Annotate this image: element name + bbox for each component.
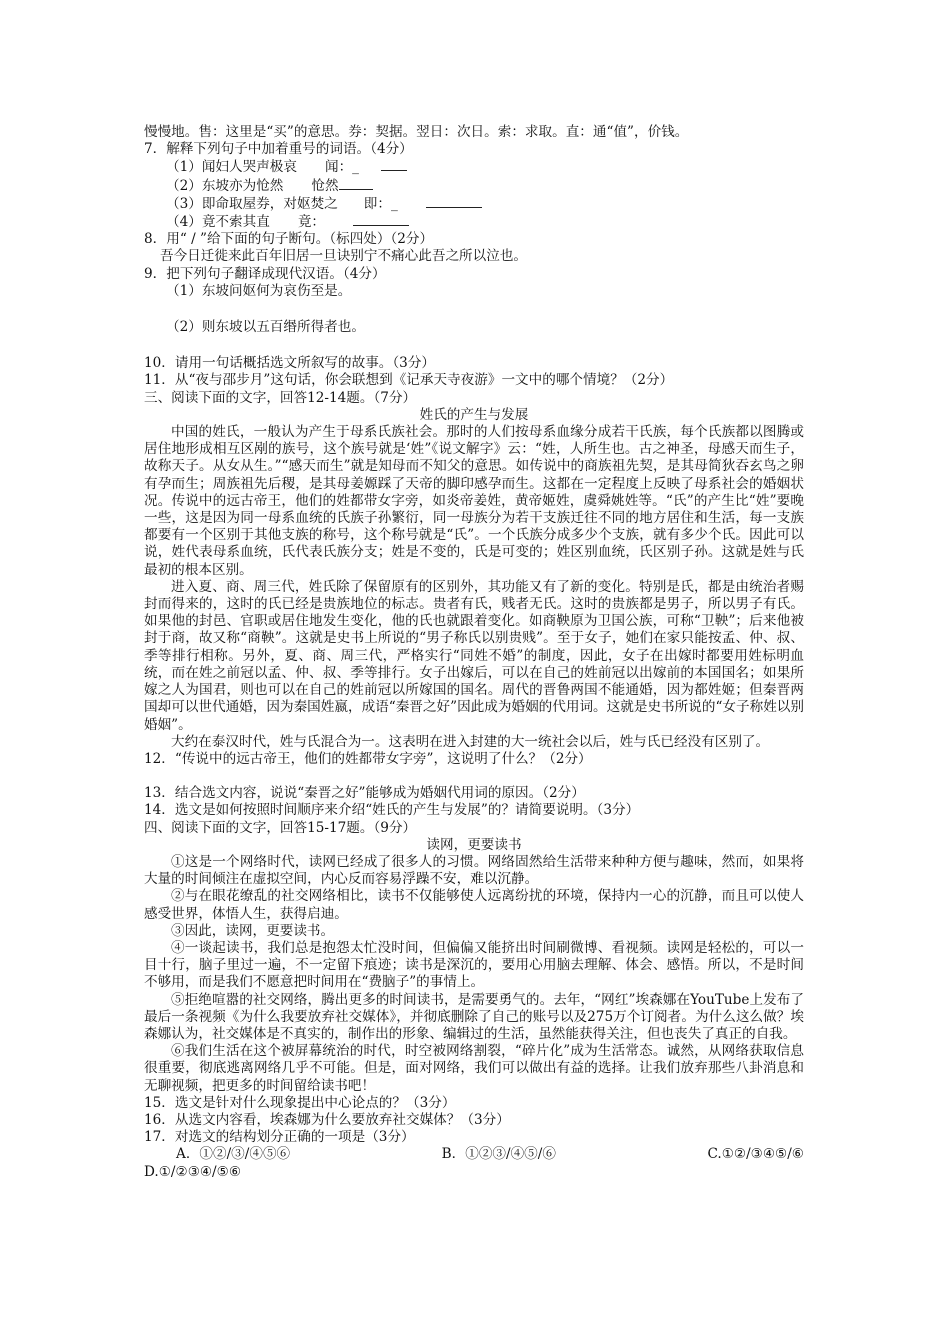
- q9-item-1: （1）东坡问妪何为哀伤至是。: [166, 282, 352, 299]
- exam-page: [144, 124, 804, 1181]
- q16: 16．从选文内容看，埃森娜为什么要放弃社交媒体？（3分）: [144, 1111, 510, 1128]
- article-2-paragraph: ⑤拒绝喧嚣的社交网络，腾出更多的时间读书，是需要勇气的。去年，“网红”埃森娜在YouTube上发布了最后一条视频《为什么我要放弃社交媒体》，并彻底删除了自己的账号以及275万个订阅者。为什么这么做？埃森娜认为，社交媒体是不真实的，制作出的形象、编辑过的生活，虽然能获得关注，但也丧失了真正的自我。: [144, 991, 804, 1042]
- answer-blank: [353, 213, 409, 226]
- option-d: D.①/②③④/⑤⑥: [144, 1163, 242, 1180]
- article-2-paragraph: ③因此，读网，更要读书。: [171, 922, 335, 939]
- article-2-paragraph: ④一谈起读书，我们总是抱怨太忙没时间，但偏偏又能挤出时间刷微博、看视频。读网是轻松的，可以一目十行，脑子里过一遍，不一定留下痕迹；读书是深沉的，要用心用脑去理解、体会、感悟。所以，不是时间不够用，而是我们不愿意把时间用在“费脑子”的事情上。: [144, 939, 804, 991]
- article-1-paragraph: 大约在泰汉时代，姓与氏混合为一。这表明在进入封建的大一统社会以后，姓与氏已经没有区别了。: [171, 733, 770, 750]
- q12: 12．“传说中的远古帝王，他们的姓都带女字旁”，这说明了什么？（2分）: [144, 750, 592, 767]
- q8-stem: 8．用“ / ”给下面的句子断句。（标四处）（2分）: [144, 231, 434, 248]
- article-title-1: 姓氏的产生与发展: [419, 406, 529, 423]
- article-2-paragraph: ⑥我们生活在这个被屏幕统治的时代，时空被网络割裂，“碎片化”成为生活常态。诚然，从网络获取信息很重要，彻底逃离网络几乎不可能。但是，面对网络，我们可以做出有益的选择。让我们放弃那些八卦消息和无聊视频，把更多的时间留给读书吧！: [144, 1043, 804, 1094]
- option-a: A．①②/③/④⑤⑥: [176, 1146, 291, 1163]
- q17-stem: 17．对选文的结构划分正确的一项是（3分）: [144, 1129, 415, 1146]
- option-b: B．①②③/④⑤/⑥: [441, 1146, 556, 1163]
- q13: 13．结合选文内容，说说“秦晋之好”能够成为婚姻代用词的原因。（2分）: [144, 785, 585, 802]
- q7-stem: 7．解释下列句子中加着重号的词语。（4分）: [144, 141, 413, 158]
- section-3-heading: 三、阅读下面的文字，回答12-14题。（7分）: [144, 389, 417, 406]
- article-title-2: 读网，更要读书: [426, 836, 522, 853]
- q6-note: 慢慢地。售：这里是“买”的意思。券：契据。翌日：次日。索：求取。直：通“值”，价钱。: [144, 124, 689, 140]
- q7-item-4: （4）竟不索其直 竟：: [144, 213, 804, 231]
- q14: 14．选文是如何按照时间顺序来介绍“姓氏的产生与发展”的？请简要说明。（3分）: [144, 802, 640, 819]
- answer-blank: [381, 158, 407, 171]
- article-1-paragraph: 中国的姓氏，一般认为产生于母系氏族社会。那时的人们按母系血缘分成若干氏族，每个氏族都以图腾或居住地形成相互区剐的族号，这个族号就是‘姓”《说文解字》云：“姓，人所生也。古之神圣，母感天而生子，故称天子。从女从生。”“感天而生”就是知母而不知父的意思。如传说中的商族祖先契，是其母简狄吞玄鸟之卵有孕而生；周族祖先后稷，是其母姜嫄踩了天帝的脚印感孕而生。这都在一定程度上反映了母系社会的婚姻状况。传说中的远古帝王，他们的姓都带女字旁，如炎帝姜姓，黄帝姬姓，虞舜姚姓等。“氏”的产生比“姓”要晚一些，这是因为同一母系血统的氏族子孙繁衍，同一母族分为若干支族迁往不同的地方居住和生活，每一支族都要有一个区别于其他支族的称号，这个称号就是“氏”。一个氏族分成多少个支族，就有多少个氏。因此可以说，姓代表母系血统，氏代表氏族分支；姓是不变的，氏是可变的；姓区别血统，氏区别子孙。这就是姓与氏最初的根本区别。: [144, 424, 804, 578]
- q10: 10．请用一句话概括选文所叙写的故事。（3分）: [144, 355, 436, 372]
- q7-item-1: （1）闻妇人哭声极哀 闻：_: [144, 158, 804, 176]
- q7-item-2: （2）东坡亦为怆然 怆然: [144, 177, 804, 195]
- q7-item-3: （3）即命取屋券，对妪焚之 即：_: [144, 195, 804, 213]
- article-1-paragraph: 进入夏、商、周三代，姓氏除了保留原有的区别外，其功能又有了新的变化。特别是氏，都是由统治者赐封而得来的，这时的氏已经是贵族地位的标志。贵者有氏，贱者无氏。这时的贵族都是男子，所以男子有氏。如果他的封邑、官职或居住地发生变化，他的氏也就跟着变化。如商鞅原为卫国公族，可称“卫鞅”；后来他被封于商，故又称“商鞅”。这就是史书上所说的“男子称氏以别贵贱”。至于女子，她们在家只能按孟、仲、叔、季等排行相称。另外，夏、商、周三代，严格实行“同姓不婚”的制度，因此，女子在出嫁时都要用姓标明血统，而在姓之前冠以孟、仲、叔、季等排行。女子出嫁后，可以在自己的姓前冠以出嫁前的本国国名；如果所嫁之人为国君，则也可以在自己的姓前冠以所嫁国的国名。周代的晋鲁两国不能通婚，因为都姓姬；但秦晋两国却可以世代通婚，因为秦国姓嬴，成语“秦晋之好”因此成为婚姻的代用词。这就是史书所说的“女子称姓以别婚姻”。: [144, 578, 804, 733]
- article-2-paragraph: ①这是一个网络时代，读网已经成了很多人的习惯。网络固然给生活带来种种方便与趣味，然而，如果将大量的时间倾注在虚拟空间，内心反而容易浮躁不安，难以沉静。: [144, 853, 804, 888]
- q17-options: [144, 1146, 804, 1163]
- answer-blank: [339, 177, 373, 190]
- section-4-heading: 四、阅读下面的文字，回答15-17题。（9分）: [144, 819, 417, 836]
- option-c: C.①②/③④⑤/⑥: [707, 1146, 804, 1163]
- q9-item-2: （2）则东坡以五百缗所得者也。: [166, 319, 365, 336]
- q15: 15．选文是针对什么现象提出中心论点的？（3分）: [144, 1094, 456, 1111]
- q11: 11．从“夜与邵步月”这句话，你会联想到《记承天寺夜游》一文中的哪个情境？（2分）: [144, 372, 674, 389]
- q9-stem: 9．把下列句子翻译成现代汉语。（4分）: [144, 265, 386, 282]
- answer-blank: [426, 195, 482, 208]
- q8-text: 吾今日迁徙来此百年旧居一旦诀别宁不痛心此吾之所以泣也。: [160, 248, 528, 265]
- article-2-paragraph: ②与在眼花缭乱的社交网络相比，读书不仅能够使人远离纷扰的环境，保持内一心的沉静，而且可以使人感受世界，体悟人生，获得启迪。: [144, 888, 804, 922]
